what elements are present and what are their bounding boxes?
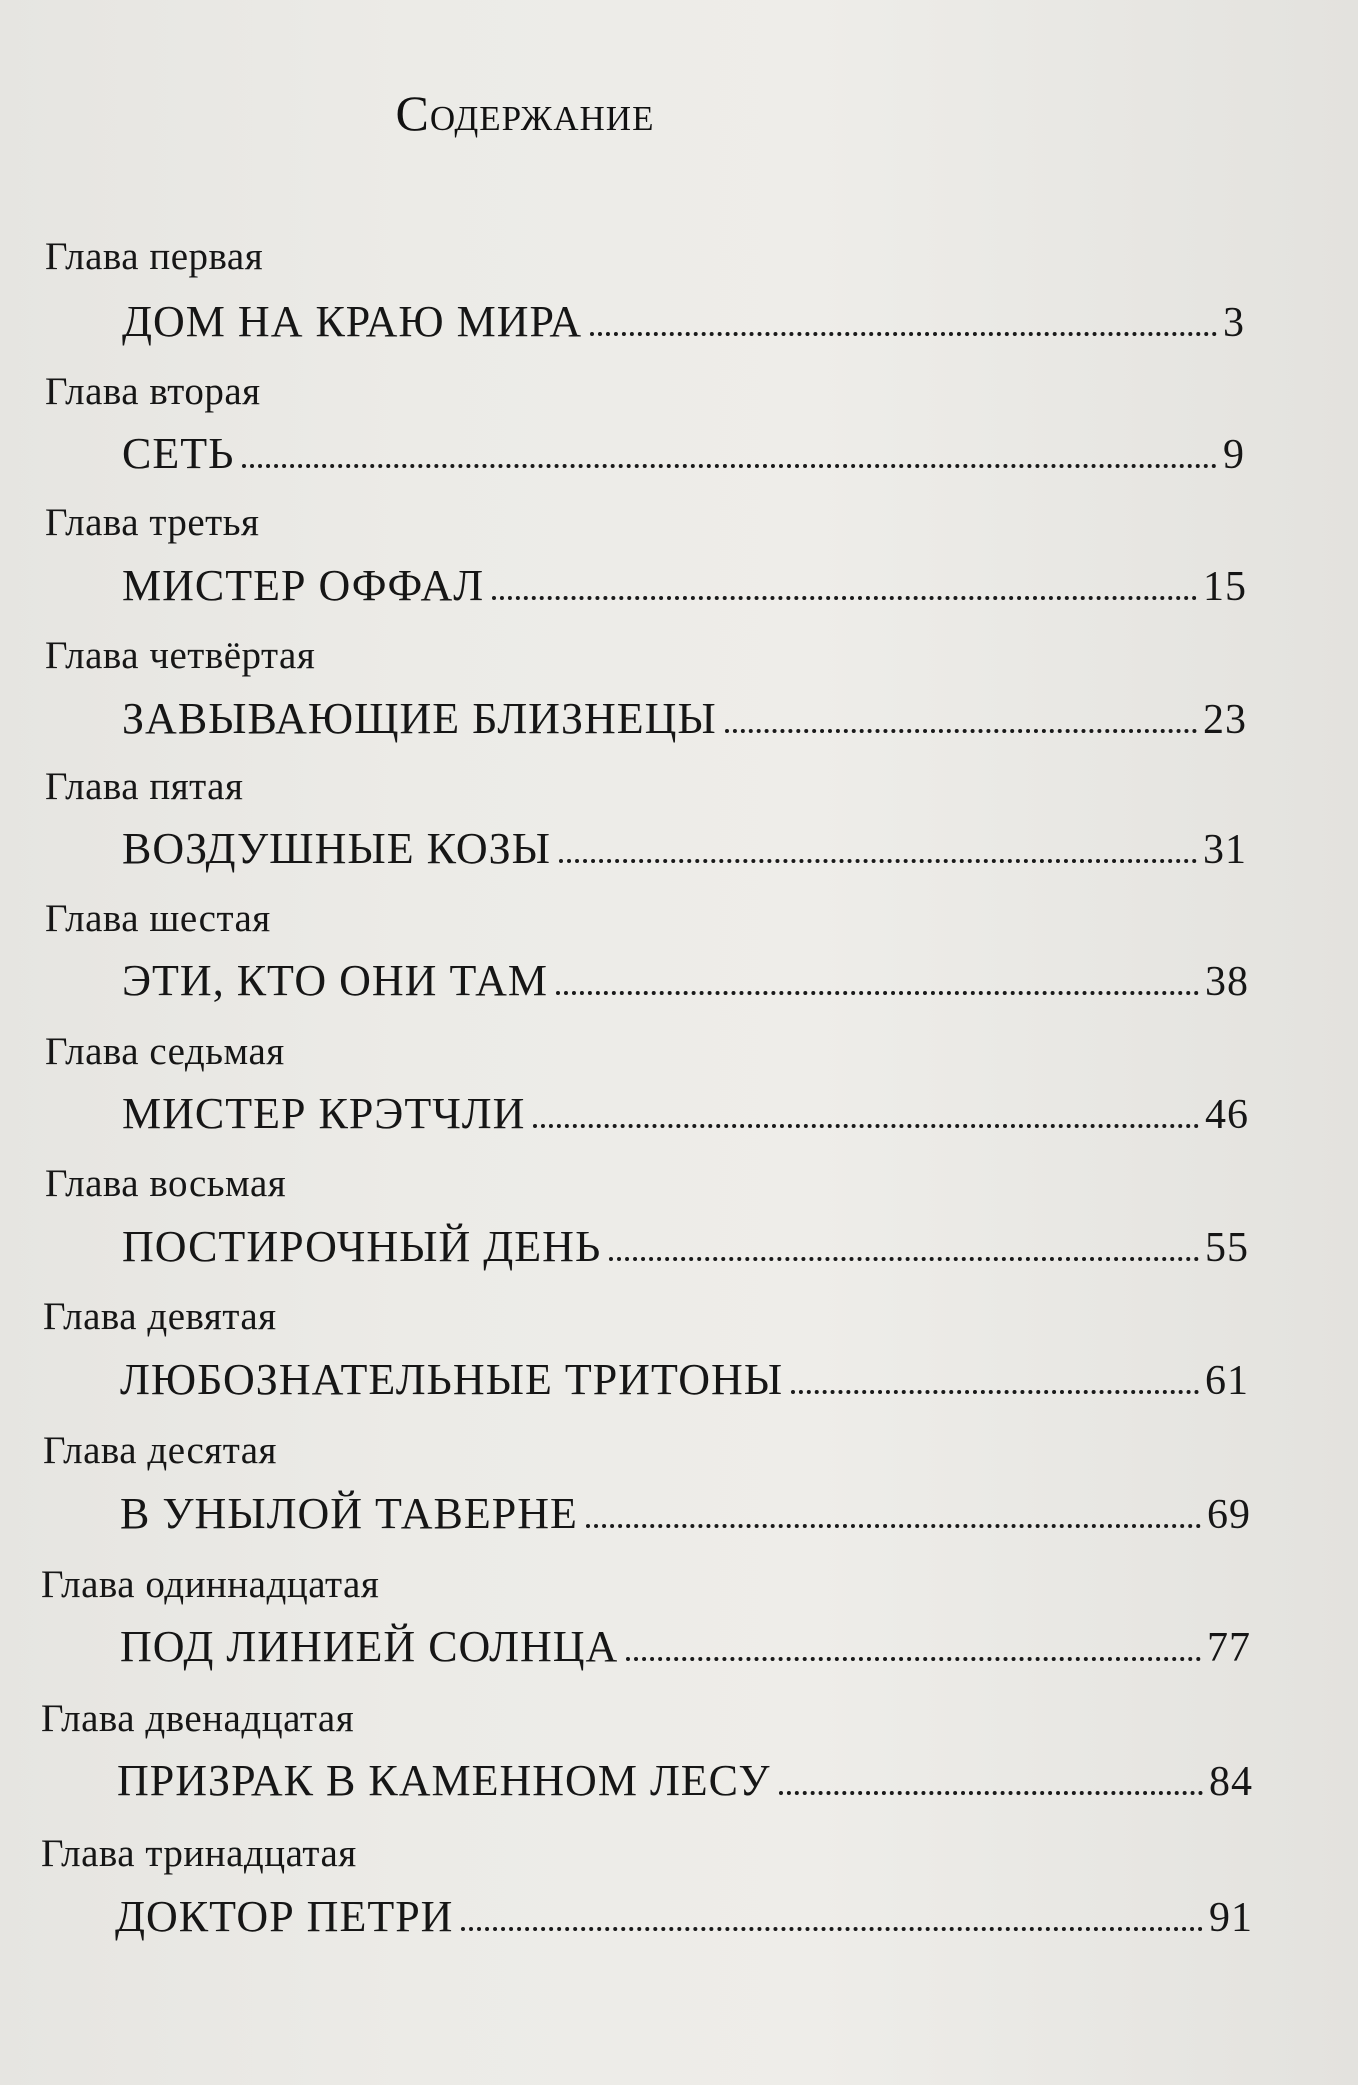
toc-entry[interactable] (122, 561, 1247, 614)
chapter-title: ПРИЗРАК В КАМЕННОМ ЛЕСУ (117, 1756, 771, 1805)
dot-leader (779, 1791, 1203, 1795)
dot-leader (590, 332, 1217, 336)
toc-entry[interactable] (120, 1355, 1249, 1408)
chapter-label: Глава седьмая (45, 1030, 285, 1073)
chapter-title: МИСТЕР КРЭТЧЛИ (122, 1089, 526, 1138)
dot-leader (533, 1124, 1199, 1128)
chapter-label: Глава девятая (43, 1295, 277, 1338)
chapter-label: Глава двенадцатая (41, 1697, 355, 1740)
page-number: 3 (1223, 300, 1245, 346)
dot-leader (791, 1390, 1199, 1394)
page-title: Содержание (395, 85, 655, 141)
chapter-title: ДОМ НА КРАЮ МИРА (122, 297, 583, 346)
dot-leader (586, 1524, 1201, 1528)
chapter-label: Глава тринадцатая (41, 1832, 357, 1875)
page-number: 55 (1205, 1225, 1249, 1271)
toc-entry[interactable] (120, 1622, 1251, 1675)
chapter-label: Глава одиннадцатая (41, 1563, 380, 1606)
dot-leader (242, 464, 1217, 468)
chapter-label: Глава шестая (45, 897, 271, 940)
chapter-title: ЛЮБОЗНАТЕЛЬНЫЕ ТРИТОНЫ (120, 1355, 784, 1404)
dot-leader (609, 1257, 1199, 1261)
chapter-title: ДОКТОР ПЕТРИ (115, 1892, 454, 1941)
toc-entry[interactable] (117, 1756, 1253, 1809)
page-number: 77 (1207, 1625, 1251, 1671)
chapter-label: Глава восьмая (45, 1162, 287, 1205)
toc-entry[interactable] (122, 824, 1247, 877)
chapter-label: Глава третья (45, 501, 260, 544)
toc-entry[interactable] (122, 694, 1247, 747)
chapter-title: ЭТИ, КТО ОНИ ТАМ (122, 956, 549, 1005)
dot-leader (559, 859, 1197, 863)
chapter-title: ПОСТИРОЧНЫЙ ДЕНЬ (122, 1222, 602, 1271)
dot-leader (725, 729, 1197, 733)
page-number: 69 (1207, 1492, 1251, 1538)
dot-leader (461, 1927, 1203, 1931)
dot-leader (556, 991, 1199, 995)
chapter-label: Глава четвёртая (45, 634, 316, 677)
chapter-title: ПОД ЛИНИЕЙ СОЛНЦА (120, 1622, 619, 1671)
dot-leader (492, 596, 1197, 600)
toc-entry[interactable] (122, 956, 1249, 1009)
page-number: 31 (1203, 827, 1247, 873)
page-number: 38 (1205, 959, 1249, 1005)
chapter-title: МИСТЕР ОФФАЛ (122, 561, 485, 610)
dot-leader (626, 1657, 1201, 1661)
toc-entry[interactable] (122, 1089, 1249, 1142)
chapter-label: Глава десятая (43, 1429, 277, 1472)
toc-entry[interactable] (122, 297, 1245, 350)
toc-entry[interactable] (120, 1489, 1251, 1542)
toc-entry[interactable] (115, 1892, 1253, 1945)
chapter-title: СЕТЬ (122, 429, 235, 478)
chapter-title: ВОЗДУШНЫЕ КОЗЫ (122, 824, 552, 873)
chapter-title: В УНЫЛОЙ ТАВЕРНЕ (120, 1489, 578, 1538)
toc-entry[interactable] (122, 1222, 1249, 1275)
page-number: 23 (1203, 697, 1247, 743)
page-number: 91 (1209, 1895, 1253, 1941)
chapter-label: Глава первая (45, 235, 264, 278)
page-number: 84 (1209, 1759, 1253, 1805)
toc-entry[interactable] (122, 429, 1245, 482)
page-number: 15 (1203, 564, 1247, 610)
chapter-title: ЗАВЫВАЮЩИЕ БЛИЗНЕЦЫ (122, 694, 717, 743)
chapter-label: Глава пятая (45, 765, 244, 808)
page-number: 9 (1223, 432, 1245, 478)
chapter-label: Глава вторая (45, 370, 261, 413)
page-number: 61 (1205, 1358, 1249, 1404)
page-number: 46 (1205, 1092, 1249, 1138)
